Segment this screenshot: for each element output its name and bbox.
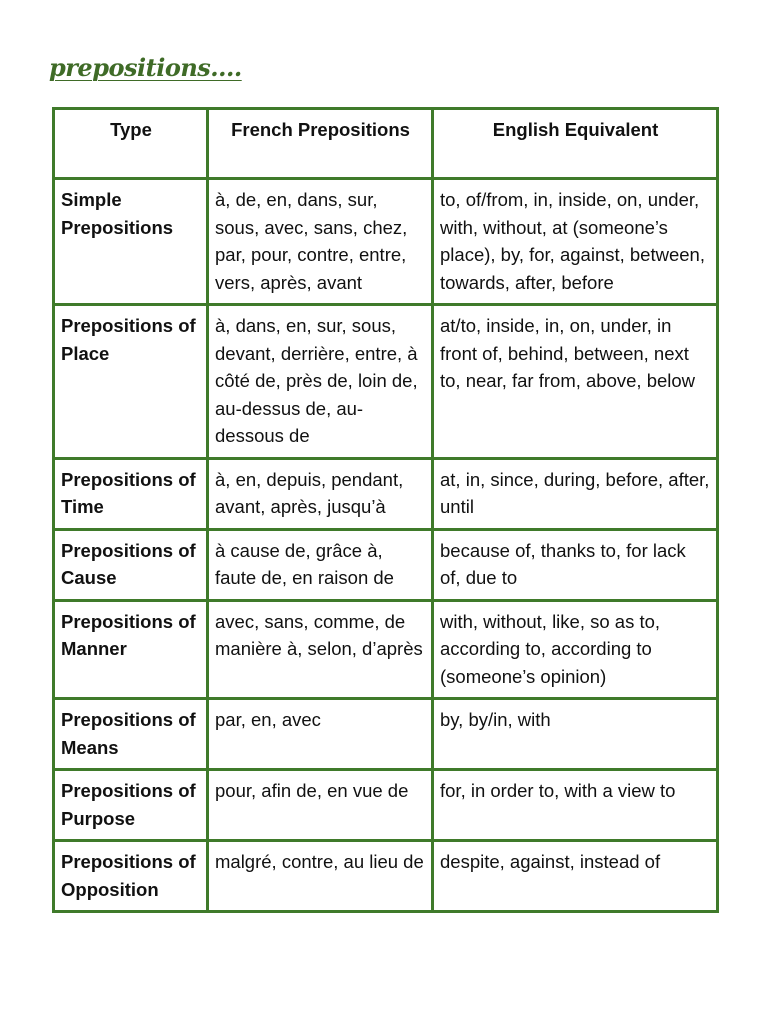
page-title: prepositions.... [49, 53, 242, 82]
english-cell: for, in order to, with a view to [433, 770, 718, 841]
english-cell: at/to, inside, in, on, under, in front of, behind, between, next to, near, far from, above, below [433, 305, 718, 459]
type-cell: Prepositions of Cause [54, 529, 208, 600]
table-row [54, 600, 718, 699]
header-type: Type [54, 109, 208, 179]
english-cell: with, without, like, so as to, according to, according to (someone’s opinion) [433, 600, 718, 699]
french-cell: avec, sans, comme, de manière à, selon, d’après [208, 600, 433, 699]
table-row [54, 770, 718, 841]
table-row [54, 699, 718, 770]
french-cell: pour, afin de, en vue de [208, 770, 433, 841]
type-cell: Prepositions of Opposition [54, 841, 208, 912]
table-row [54, 179, 718, 305]
table-row [54, 305, 718, 459]
prepositions-table [52, 107, 719, 913]
french-cell: par, en, avec [208, 699, 433, 770]
type-cell: Prepositions of Means [54, 699, 208, 770]
french-cell: à cause de, grâce à, faute de, en raison de [208, 529, 433, 600]
french-cell: malgré, contre, au lieu de [208, 841, 433, 912]
english-cell: by, by/in, with [433, 699, 718, 770]
header-french-prepositions: French Prepositions [208, 109, 433, 179]
english-cell: to, of/from, in, inside, on, under, with, without, at (someone’s place), by, for, against, between, towards, after, before [433, 179, 718, 305]
table-header-row [54, 109, 718, 179]
table-row [54, 458, 718, 529]
table-row [54, 529, 718, 600]
french-cell: à, en, depuis, pendant, avant, après, jusqu’à [208, 458, 433, 529]
type-cell: Prepositions of Purpose [54, 770, 208, 841]
french-cell: à, dans, en, sur, sous, devant, derrière, entre, à côté de, près de, loin de, au-dessus de, au-dessous de [208, 305, 433, 459]
english-cell: despite, against, instead of [433, 841, 718, 912]
type-cell: Prepositions of Manner [54, 600, 208, 699]
type-cell: Prepositions of Time [54, 458, 208, 529]
french-cell: à, de, en, dans, sur, sous, avec, sans, chez, par, pour, contre, entre, vers, après, avant [208, 179, 433, 305]
table-row [54, 841, 718, 912]
type-cell: Prepositions of Place [54, 305, 208, 459]
type-cell: Simple Prepositions [54, 179, 208, 305]
english-cell: at, in, since, during, before, after, until [433, 458, 718, 529]
header-english-equivalent: English Equivalent [433, 109, 718, 179]
english-cell: because of, thanks to, for lack of, due to [433, 529, 718, 600]
